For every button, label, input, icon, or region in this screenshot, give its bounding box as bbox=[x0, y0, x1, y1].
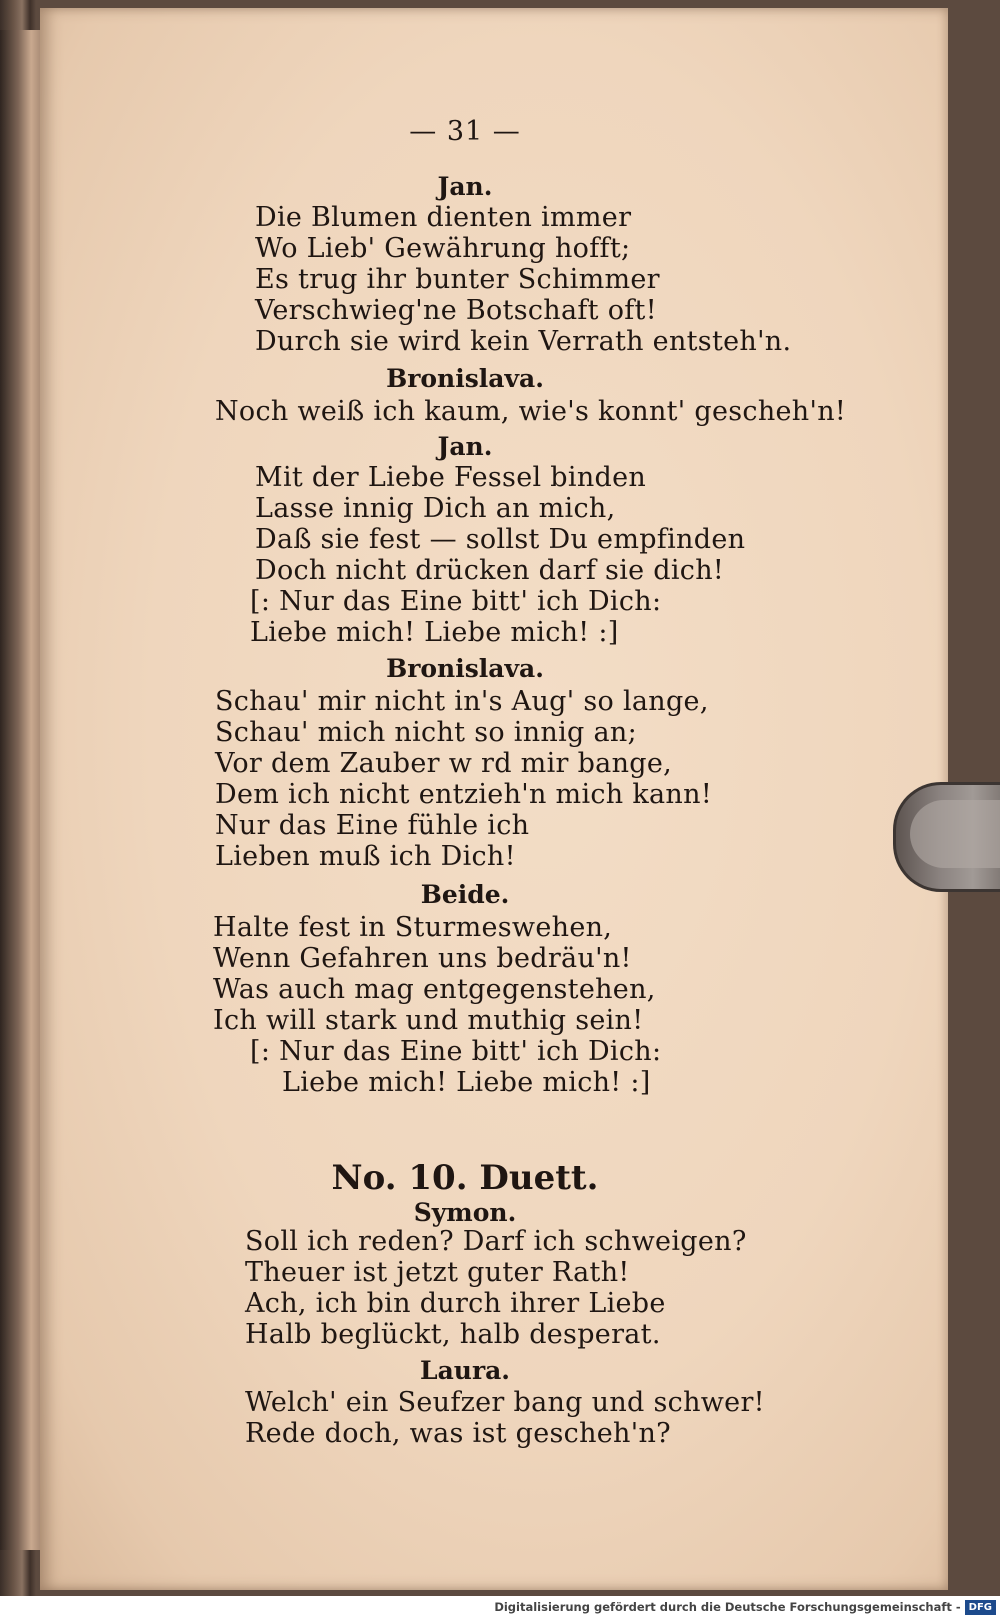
speaker-laura: Laura. bbox=[419, 1356, 511, 1385]
speaker-symon: Symon. bbox=[413, 1198, 517, 1227]
verse-line: Theuer ist jetzt guter Rath! bbox=[245, 1257, 630, 1288]
dfg-logo: DFG bbox=[965, 1600, 996, 1615]
section-heading: No. 10. Duett. bbox=[331, 1158, 599, 1198]
verse-line: Wenn Gefahren uns bedräu'n! bbox=[213, 943, 632, 974]
verse-line: Schau' mir nicht in's Aug' so lange, bbox=[215, 686, 709, 717]
verse-line: Halte fest in Sturmeswehen, bbox=[213, 912, 613, 943]
verse-line: Daß sie fest — sollst Du empfinden bbox=[255, 524, 746, 555]
verse-line: [: Nur das Eine bitt' ich Dich: bbox=[250, 586, 662, 617]
verse-line: Ich will stark und muthig sein! bbox=[213, 1005, 644, 1036]
verse-line: Liebe mich! Liebe mich! :] bbox=[250, 617, 619, 648]
verse-line: Dem ich nicht entzieh'n mich kann! bbox=[215, 779, 712, 810]
speaker-bronislava: Bronislava. bbox=[386, 364, 544, 393]
verse-line: Durch sie wird kein Verrath entsteh'n. bbox=[255, 326, 792, 357]
speaker-bronislava: Bronislava. bbox=[386, 654, 544, 683]
verse-line: Nur das Eine fühle ich bbox=[215, 810, 530, 841]
verse-line: Lieben muß ich Dich! bbox=[215, 841, 516, 872]
verse-line: Welch' ein Seufzer bang und schwer! bbox=[245, 1387, 765, 1418]
digitization-footer bbox=[0, 1596, 1000, 1618]
verse-line: Rede doch, was ist gescheh'n? bbox=[245, 1418, 671, 1449]
verse-line: Die Blumen dienten immer bbox=[255, 202, 632, 233]
verse-line: Schau' mich nicht so innig an; bbox=[215, 717, 637, 748]
speaker-jan: Jan. bbox=[437, 172, 493, 201]
verse-line: Soll ich reden? Darf ich schweigen? bbox=[245, 1226, 747, 1257]
verse-line: Wo Lieb' Gewährung hofft; bbox=[255, 233, 631, 264]
verse-line: Doch nicht drücken darf sie dich! bbox=[255, 555, 725, 586]
verse-line: Halb beglückt, halb desperat. bbox=[245, 1319, 661, 1350]
verse-line: Ach, ich bin durch ihrer Liebe bbox=[245, 1288, 666, 1319]
verse-line: Liebe mich! Liebe mich! :] bbox=[282, 1067, 651, 1098]
verse-line: Noch weiß ich kaum, wie's konnt' gescheh'n! bbox=[215, 396, 847, 427]
speaker-jan: Jan. bbox=[437, 432, 493, 461]
page-number: — 31 — bbox=[409, 116, 521, 147]
speaker-beide: Beide. bbox=[420, 880, 510, 909]
verse-line: Vor dem Zauber w rd mir bange, bbox=[215, 748, 673, 779]
verse-line: Lasse innig Dich an mich, bbox=[255, 493, 616, 524]
verse-line: Was auch mag entgegenstehen, bbox=[213, 974, 656, 1005]
verse-line: [: Nur das Eine bitt' ich Dich: bbox=[250, 1036, 662, 1067]
verse-line: Es trug ihr bunter Schimmer bbox=[255, 264, 660, 295]
footer-text: Digitalisierung gefördert durch die Deutsche Forschungsgemeinschaft - bbox=[494, 1600, 961, 1614]
verse-line: Mit der Liebe Fessel binden bbox=[255, 462, 647, 493]
verse-line: Verschwieg'ne Botschaft oft! bbox=[255, 295, 657, 326]
